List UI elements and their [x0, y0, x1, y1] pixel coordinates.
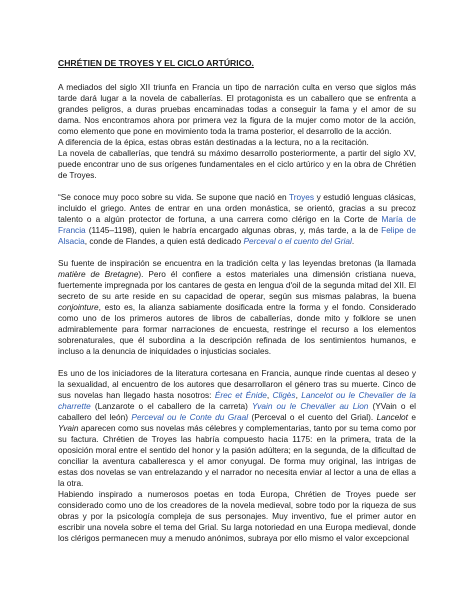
- link-maria-de-francia[interactable]: María de Francia: [58, 214, 416, 235]
- legacy-paragraph: Habiendo inspirado a numerosos poetas en toda Europa, Chrétien de Troyes puede ser considerado como uno de los creadores de la novela medieval, sobre todo por la riqueza de sus obras y por la psicología compleja de sus personajes. Muy inventivo, fue el primer autor en escribir una novela sobre el tema del Grial. Su larga notoriedad en una Europa medieval, donde los clérigos permanecen muy a menudo anónimos, subraya por ello mismo el valor excepcional: [58, 489, 416, 543]
- text-run: y estudió lenguas clásicas, incluido el griego. Antes de entrar en una orden monástica, se orientó, gracias a su precoz talento o a algún protector de fortuna, a una carrera como clérigo en la Corte de: [58, 192, 416, 224]
- text-run: , esto es, la alianza sabiamente dosificada entre la forma y el fondo. Considerado como uno de los primeros autores de libros de caballerías, donde mito y folklore se unen admirablemente para formar narraciones de encuesta, restringe el recurso a los elementos sobrenaturales, que él subordina a la descripción refinada de los sentimientos humanos, e incluso a la denuncia de iniquidades o injusticias sociales.: [58, 302, 416, 356]
- intro-paragraph: [58, 82, 416, 137]
- works-paragraph: [58, 368, 416, 489]
- link-erec-et-enide[interactable]: Érec et Énide: [214, 390, 267, 400]
- epic-comparison-line: A diferencia de la épica, estas obras están destinadas a la lectura, no a la recitación.: [58, 137, 369, 147]
- italic-lancelot: Lancelot: [376, 412, 408, 422]
- italic-conjointure: conjointure: [58, 302, 99, 312]
- page-title: CHRÉTIEN DE TROYES Y EL CICLO ARTÚRICO.: [58, 58, 254, 68]
- link-felipe-de-alsacia[interactable]: Felipe de Alsacia: [58, 225, 416, 246]
- text-run: (Perceval o el cuento del Grial).: [248, 412, 377, 422]
- text-run: , conde de Flandes, a quien está dedicado: [84, 236, 244, 246]
- text-run: Su fuente de inspiración se encuentra en la tradición celta y las leyendas bretonas (la llamada: [58, 258, 416, 268]
- text-run: (1145–1198), quien le habría encargado algunas obras, y, más tarde, a la de: [85, 225, 382, 235]
- text-run: ,: [266, 390, 273, 400]
- link-lancelot[interactable]: Lancelot ou le Chevalier de la charrette: [58, 390, 416, 411]
- link-troyes[interactable]: Troyes: [288, 192, 315, 202]
- text-run: ,: [295, 390, 302, 400]
- text-run: .: [351, 236, 355, 246]
- biography-paragraph: [58, 192, 416, 247]
- text-run: (YVain o el caballero del león): [58, 401, 417, 422]
- inspiration-paragraph: [58, 258, 416, 357]
- link-perceval-conte-du-graal[interactable]: Perceval ou le Conte du Graal: [131, 412, 249, 422]
- link-cliges[interactable]: Cligès: [272, 390, 296, 400]
- link-yvain[interactable]: Yvain ou le Chevalier au Lion: [251, 401, 369, 411]
- text-run: (Lanzarote o el caballero de la carreta): [90, 401, 252, 411]
- text-run: “Se conoce muy poco sobre su vida. Se supone que nació en: [58, 192, 289, 202]
- text-run: Es uno de los iniciadores de la literatura cortesana en Francia, aunque rinde cuentas al deseo y la sexualidad, al encuentro de los autores que desarrollaron el género tras su muerte. Cinco de sus novelas han llegado hasta nosotros:: [58, 368, 416, 400]
- origins-paragraph: La novela de caballerías, que tendrá su máximo desarrollo posteriormente, a partir del siglo XV, puede encontrar uno de sus orígenes fundamentales en el ciclo artúrico y en la obra de Chrétien de Troyes.: [58, 148, 416, 180]
- text-run: e: [407, 412, 417, 422]
- italic-yvain: Yvain: [58, 423, 79, 433]
- italic-matiere-de-bretagne: matière de Bretagne: [58, 269, 139, 279]
- link-perceval-grial[interactable]: Perceval o el cuento del Grial: [243, 236, 352, 246]
- text-run: ). Pero él confiere a estos materiales una dimensión cristiana nueva, fuertemente impregnada por los cantares de gesta en lengua d'oil de la segunda mitad del XII. El secreto de su arte reside en su capacidad de operar, según sus mismas palabras, la buena: [58, 269, 416, 301]
- text-run: aparecen como sus novelas más célebres y complementarias, tanto por su tema como por su factura. Chrétien de Troyes las habría compuesto hacia 1175: en la primera, trata de la oposición moral entre el sentido del honor y la pasión adúltera; en la segunda, de la dificultad de conciliar la aventura caballeresca y el amor conyugal. De forma muy original, las intrigas de estas dos novelas se van entrelazando y el narrador no necesita enviar al lector a una de ellas a la otra.: [58, 423, 416, 488]
- intro-text: A mediados del siglo XII triunfa en Francia un tipo de narración culta en verso que siglos más tarde dará lugar a la novela de caballerías. El protagonista es un caballero que se enfrenta a grandes peligros, a duras pruebas encaminadas todas a conseguir la fama y el amor de su dama. Nos encontramos ahora por primera vez la figura de la mujer como motor de la acción, como elemento que pone en movimiento toda la trama posterior, el desarrollo de la acción.: [58, 82, 416, 136]
